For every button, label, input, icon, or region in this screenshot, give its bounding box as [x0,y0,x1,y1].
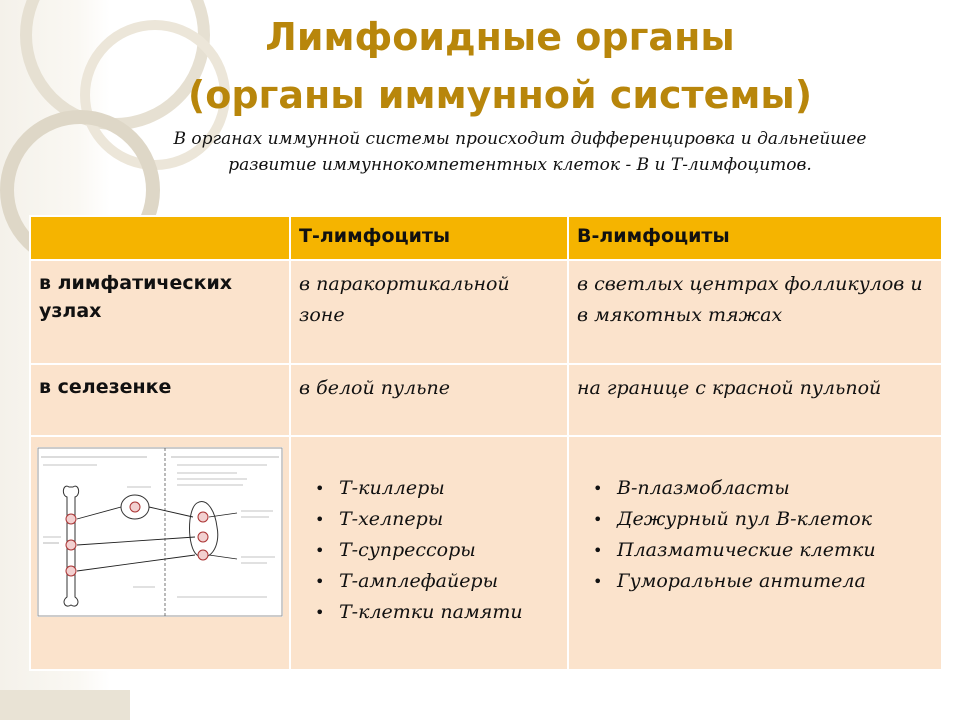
b-cell-types-list [577,473,933,597]
table-header-empty [30,216,290,260]
diagram-cell [30,436,290,670]
table-row [30,260,942,364]
t-cell-location: в паракортикальной зоне [290,260,568,364]
slide-subtitle-line2: развитие иммуннокомпетентных клеток - В и Т-лимфоцитов. [228,155,812,175]
list-item: • Т-супрессоры [329,535,559,566]
lymphocyte-table [29,215,943,671]
table-header-t-lymphocytes: Т-лимфоциты [290,216,568,260]
list-item: • Плазматические клетки [607,535,933,566]
table-header-b-lymphocytes: В-лимфоциты [568,216,942,260]
slide-subtitle-line1: В органах иммунной системы происходит дифференцировка и дальнейшее [173,129,867,149]
immune-system-diagram-image [37,447,283,617]
list-item: • Дежурный пул В-клеток [607,504,933,535]
t-cell-types-list [299,473,559,628]
list-item: • В-плазмобласты [607,473,933,504]
table-row [30,364,942,436]
slide-title [110,8,890,124]
t-cell-location: в белой пульпе [290,364,568,436]
list-item: • Т-киллеры [329,473,559,504]
slide-title-line1: Лимфоидные органы [265,15,735,59]
decorative-bottom-strip [0,690,130,720]
table-header-row [30,216,942,260]
slide-subtitle [110,126,930,178]
row-label: в селезенке [30,364,290,436]
t-cell-types-cell [290,436,568,670]
b-cell-types-cell [568,436,942,670]
row-label: в лимфатических узлах [30,260,290,364]
list-item: • Гуморальные антитела [607,566,933,597]
list-item: • Т-амплефайеры [329,566,559,597]
b-cell-location: в светлых центрах фолликулов и в мякотных тяжах [568,260,942,364]
table-row [30,436,942,670]
slide-title-line2: (органы иммунной системы) [187,73,813,117]
list-item: • Т-клетки памяти [329,597,559,628]
b-cell-location: на границе с красной пульпой [568,364,942,436]
list-item: • Т-хелперы [329,504,559,535]
